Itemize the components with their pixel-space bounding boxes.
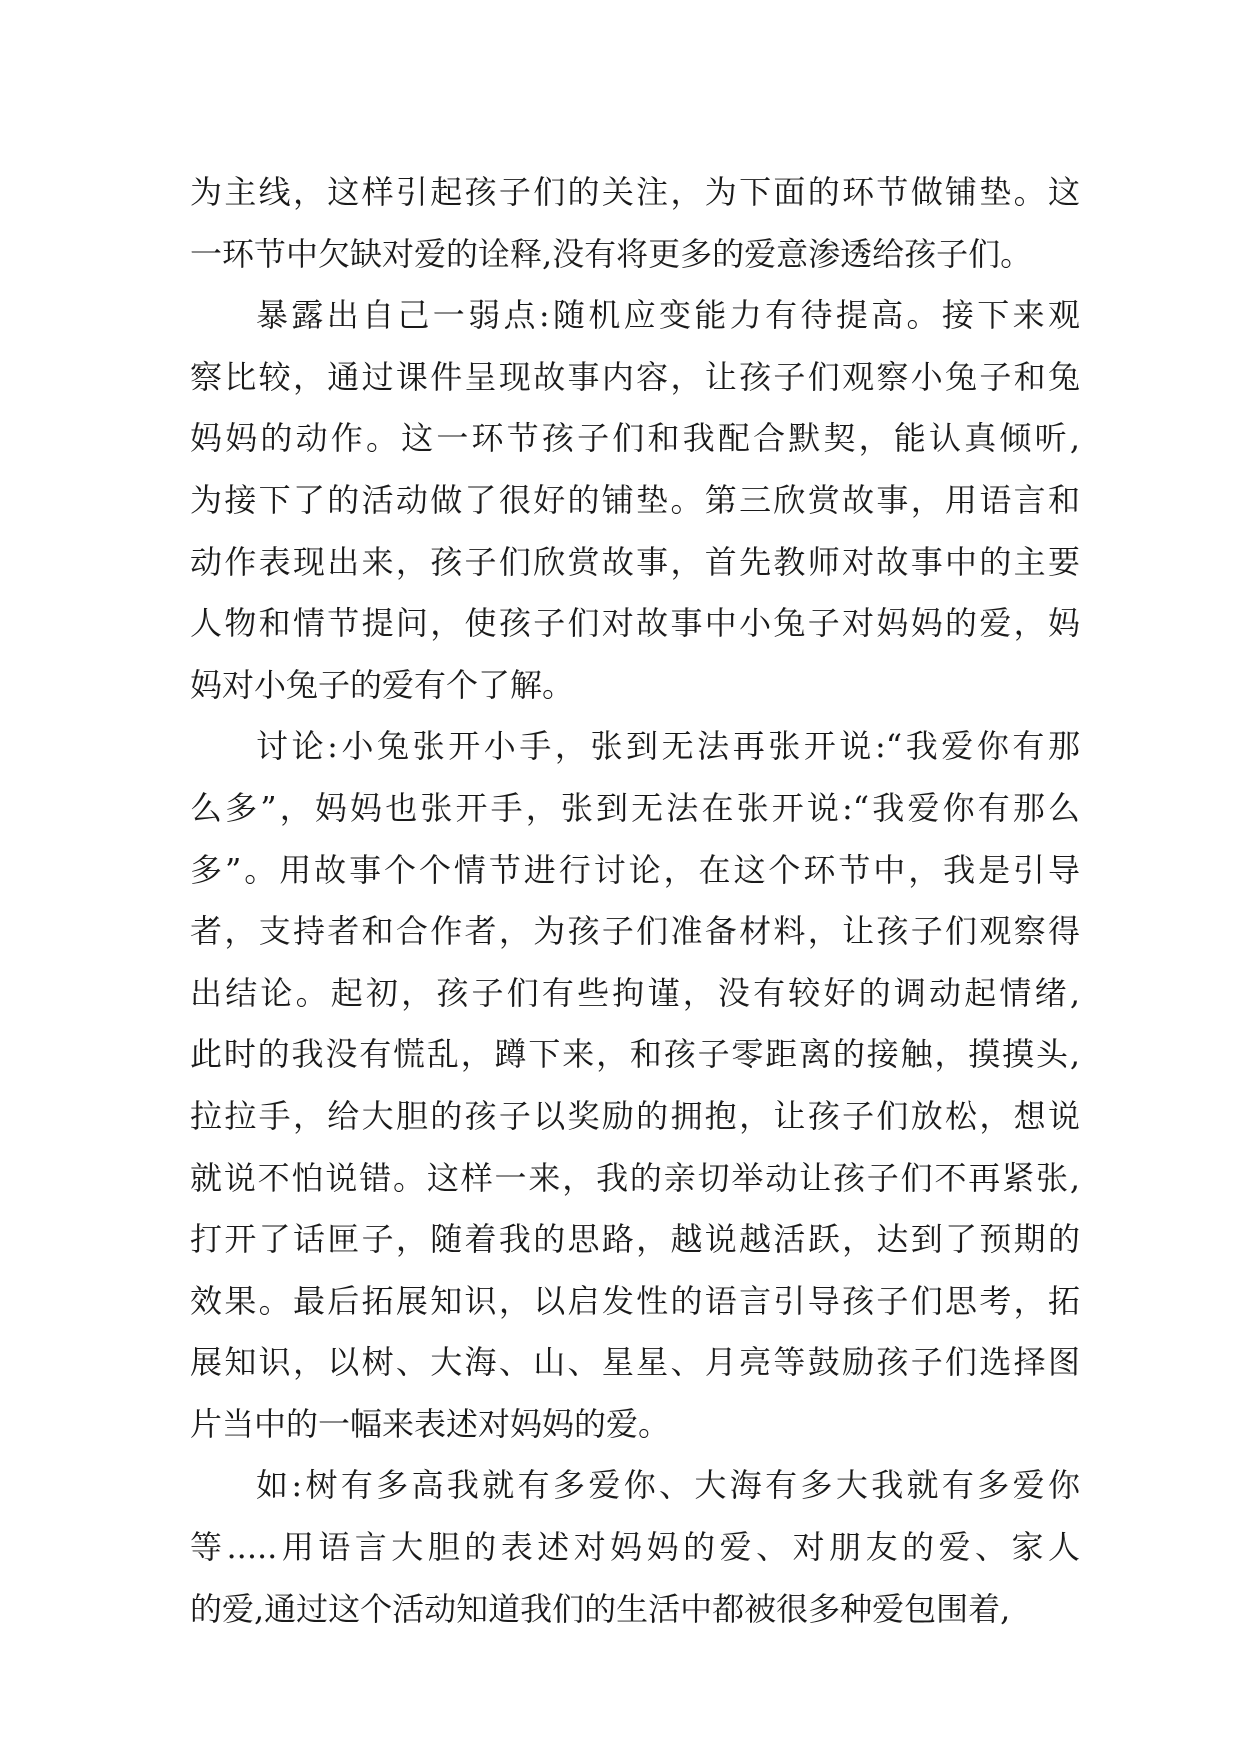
text-line: 展知识，以树、大海、山、星星、月亮等鼓励孩子们选择图 bbox=[190, 1343, 1080, 1382]
text-line: 动作表现出来，孩子们欣赏故事，首先教师对故事中的主要 bbox=[190, 542, 1080, 581]
paragraph-start-line: 讨论:小兔张开小手，张到无法再张开说:“我爱你有那 bbox=[256, 727, 1080, 766]
text-line: 等.....用语言大胆的表述对妈妈的爱、对朋友的爱、家人 bbox=[190, 1528, 1080, 1567]
text-line: 就说不怕说错。这样一来，我的亲切举动让孩子们不再紧张, bbox=[190, 1158, 1080, 1197]
text-line: 的爱,通过这个活动知道我们的生活中都被很多种爱包围着, bbox=[190, 1589, 1011, 1628]
text-line: 打开了话匣子，随着我的思路，越说越活跃，达到了预期的 bbox=[190, 1220, 1080, 1259]
text-line: 妈妈的动作。这一环节孩子们和我配合默契，能认真倾听, bbox=[190, 419, 1080, 458]
text-line: 效果。最后拓展知识，以启发性的语言引导孩子们思考，拓 bbox=[190, 1281, 1080, 1320]
text-line: 拉拉手，给大胆的孩子以奖励的拥抱，让孩子们放松，想说 bbox=[190, 1096, 1080, 1135]
body-text bbox=[190, 162, 1080, 1640]
text-line: 为接下了的活动做了很好的铺垫。第三欣赏故事，用语言和 bbox=[190, 480, 1080, 519]
text-line: 片当中的一幅来表述对妈妈的爱。 bbox=[190, 1404, 671, 1443]
text-line: 此时的我没有慌乱，蹲下来，和孩子零距离的接触，摸摸头, bbox=[190, 1035, 1080, 1074]
text-line: 么多”，妈妈也张开手，张到无法在张开说:“我爱你有那么 bbox=[190, 788, 1080, 827]
text-line: 一环节中欠缺对爱的诠释,没有将更多的爱意渗透给孩子们。 bbox=[190, 234, 1033, 273]
text-line: 为主线，这样引起孩子们的关注，为下面的环节做铺垫。这 bbox=[190, 173, 1080, 211]
text-line: 察比较，通过课件呈现故事内容，让孩子们观察小兔子和兔 bbox=[190, 357, 1080, 396]
text-line: 出结论。起初，孩子们有些拘谨，没有较好的调动起情绪, bbox=[190, 973, 1080, 1012]
paragraph-start-line: 暴露出自己一弱点:随机应变能力有待提高。接下来观 bbox=[256, 296, 1080, 335]
text-line: 人物和情节提问，使孩子们对故事中小兔子对妈妈的爱，妈 bbox=[190, 604, 1080, 643]
text-line: 多”。用故事个个情节进行讨论，在这个环节中，我是引导 bbox=[190, 850, 1080, 889]
paragraph-start-line: 如:树有多高我就有多爱你、大海有多大我就有多爱你 bbox=[256, 1466, 1080, 1505]
text-line: 妈对小兔子的爱有个了解。 bbox=[190, 665, 575, 704]
text-line: 者，支持者和合作者，为孩子们准备材料，让孩子们观察得 bbox=[190, 912, 1080, 951]
